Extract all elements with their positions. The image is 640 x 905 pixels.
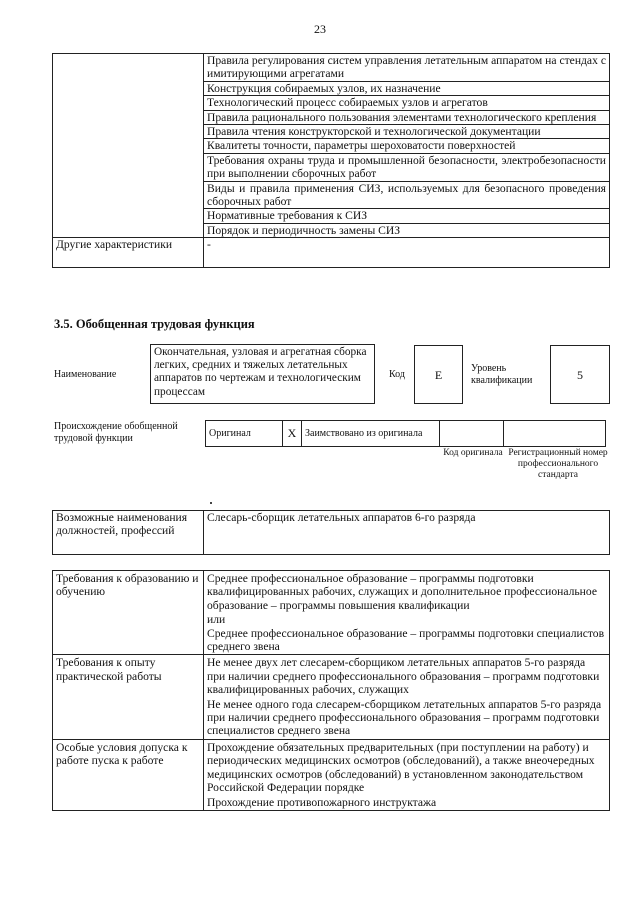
other-characteristics-value: - xyxy=(204,238,610,268)
education-line: или xyxy=(204,613,610,626)
code-label: Код xyxy=(389,369,405,380)
positions-table xyxy=(52,510,610,555)
knowledge-row: Виды и правила применения СИЗ, используемых для безопасного проведения сборочных работ xyxy=(204,181,610,209)
code-original-caption: Код оригинала xyxy=(443,448,503,458)
other-characteristics-label: Другие характеристики xyxy=(53,238,204,268)
knowledge-row: Нормативные требования к СИЗ xyxy=(204,209,610,223)
special-conditions-line: Прохождение противопожарного инструктажа xyxy=(204,796,610,811)
page-number: 23 xyxy=(314,22,326,36)
reg-number-cell xyxy=(504,421,606,447)
knowledge-row: Порядок и периодичность замены СИЗ xyxy=(204,223,610,237)
section-title: 3.5. Обобщенная трудовая функция xyxy=(54,317,255,331)
knowledge-row: Квалитеты точности, параметры шероховатости поверхностей xyxy=(204,139,610,153)
name-label: Наименование xyxy=(54,369,117,380)
requirements-table xyxy=(52,570,610,811)
origin-table xyxy=(205,420,606,447)
experience-line: Не менее одного года слесарем-сборщиком летательных аппаратов 5-го разряда при наличии среднего профессионального образования – программ подготовки специалистов среднего звена xyxy=(204,698,610,740)
original-label: Оригинал xyxy=(206,421,283,447)
knowledge-row: Конструкция собираемых узлов, их назначение xyxy=(204,81,610,95)
original-mark: X xyxy=(283,421,302,447)
education-line: Среднее профессиональное образование – программы подготовки квалифицированных рабочих, служащих и дополнительное профессиональное образование – программы повышения квалификации xyxy=(204,571,610,614)
experience-label: Требования к опыту практической работы xyxy=(53,655,204,739)
positions-label: Возможные наименования должностей, профессий xyxy=(53,511,204,555)
reg-number-caption: Регистрационный номер профессионального стандарта xyxy=(508,448,608,480)
code-box: E xyxy=(414,345,463,404)
borrowed-label: Заимствовано из оригинала xyxy=(302,421,440,447)
experience-line: Не менее двух лет слесарем-сборщиком летательных аппаратов 5-го разряда при наличии среднего профессионального образования – программ подготовки квалифицированных рабочих, служащих xyxy=(204,655,610,698)
knowledge-row: Технологический процесс собираемых узлов и агрегатов xyxy=(204,96,610,110)
origin-label: Происхождение обобщенной трудовой функции xyxy=(54,421,178,444)
knowledge-row: Правила регулирования систем управления летательным аппаратом на стендах с имитирующими агрегатами xyxy=(204,54,610,82)
special-conditions-line: Прохождение обязательных предварительных (при поступлении на работу) и периодических медицинских осмотров (обследований), а также внеочередных медицинских осмотров (обследований) в установленном законодательством Российской Федерации порядке xyxy=(204,739,610,795)
positions-value: Слесарь-сборщик летательных аппаратов 6-го разряда xyxy=(204,511,610,555)
education-line: Среднее профессиональное образование – программы подготовки специалистов среднего звена xyxy=(204,627,610,655)
knowledge-row: Правила рационального пользования элементами технологического крепления xyxy=(204,110,610,124)
level-label: Уровень квалификации xyxy=(471,363,533,386)
knowledge-row: Правила чтения конструкторской и технологической документации xyxy=(204,125,610,139)
education-label: Требования к образованию и обучению xyxy=(53,571,204,655)
dot-mark xyxy=(210,502,212,504)
function-name-box: Окончательная, узловая и агрегатная сборка легких, средних и тяжелых летательных аппаратов по чертежам и технологическим процессам xyxy=(150,344,375,404)
original-code-cell xyxy=(440,421,504,447)
knowledge-row: Требования охраны труда и промышленной безопасности, электробезопасности при выполнении сборочных работ xyxy=(204,153,610,181)
level-box: 5 xyxy=(550,345,610,404)
special-conditions-label: Особые условия допуска к работе пуска к работе xyxy=(53,739,204,810)
knowledge-table xyxy=(52,53,610,268)
knowledge-label-cell xyxy=(53,54,204,238)
